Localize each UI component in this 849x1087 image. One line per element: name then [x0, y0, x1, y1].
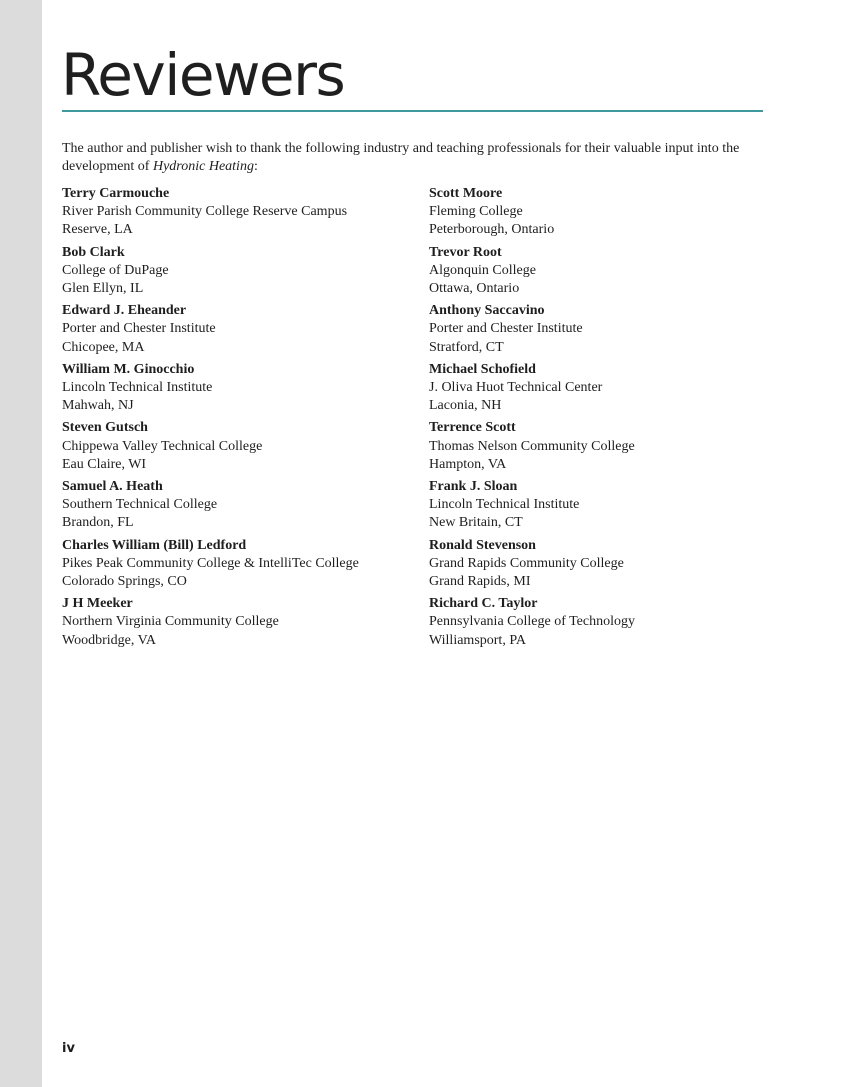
reviewer-entry: [429, 595, 769, 650]
reviewer-location: Stratford, CT: [429, 339, 504, 355]
reviewer-entry: [429, 185, 769, 240]
reviewer-entry: [62, 595, 412, 650]
reviewer-location: Brandon, FL: [62, 515, 134, 531]
reviewer-location: New Britain, CT: [429, 515, 523, 531]
reviewer-name: Steven Gutsch: [62, 420, 148, 436]
title-rule: [62, 110, 763, 112]
reviewer-institution: Pennsylvania College of Technology: [429, 614, 636, 630]
reviewers-left-column: [62, 185, 412, 654]
page-title: Reviewers: [61, 41, 345, 109]
intro-text: The author and publisher wish to thank the following industry and teaching professionals for their valuable input into the development of: [62, 141, 740, 174]
reviewer-entry: [429, 361, 769, 416]
reviewer-location: Eau Claire, WI: [62, 456, 147, 472]
reviewer-name: Trevor Root: [429, 244, 502, 260]
reviewer-entry: [62, 478, 412, 533]
reviewer-entry: [62, 419, 412, 474]
reviewer-name: Edward J. Eheander: [62, 303, 187, 319]
reviewer-location: Reserve, LA: [62, 222, 133, 238]
reviewer-entry: [62, 302, 412, 357]
reviewer-name: Ronald Stevenson: [429, 537, 536, 553]
reviewer-institution: J. Oliva Huot Technical Center: [429, 380, 603, 396]
reviewer-entry: [62, 185, 412, 240]
reviewer-location: Colorado Springs, CO: [62, 574, 187, 590]
reviewer-name: Anthony Saccavino: [429, 303, 545, 319]
intro-book-title: Hydronic Heating: [152, 159, 254, 174]
reviewer-location: Ottawa, Ontario: [429, 281, 520, 297]
reviewer-location: Laconia, NH: [429, 398, 502, 414]
reviewer-entry: [429, 244, 769, 299]
reviewer-institution: Lincoln Technical Institute: [429, 497, 580, 513]
reviewer-name: Frank J. Sloan: [429, 479, 518, 495]
reviewer-name: J H Meeker: [62, 596, 133, 612]
page-number: iv: [62, 1041, 75, 1056]
reviewer-location: Hampton, VA: [429, 456, 507, 472]
reviewer-institution: Grand Rapids Community College: [429, 555, 624, 571]
reviewer-location: Glen Ellyn, IL: [62, 281, 144, 297]
reviewer-institution: Lincoln Technical Institute: [62, 380, 213, 396]
reviewer-entry: [62, 537, 412, 592]
reviewer-institution: Fleming College: [429, 204, 523, 220]
reviewer-institution: River Parish Community College Reserve Campus: [62, 204, 348, 220]
intro-paragraph: [62, 140, 767, 176]
reviewer-entry: [62, 361, 412, 416]
reviewer-entry: [429, 419, 769, 474]
reviewer-institution: Northern Virginia Community College: [62, 614, 279, 630]
reviewer-institution: Southern Technical College: [62, 497, 218, 513]
reviewer-name: Richard C. Taylor: [429, 596, 538, 612]
reviewer-institution: Porter and Chester Institute: [429, 321, 583, 337]
reviewer-location: Mahwah, NJ: [62, 398, 134, 414]
reviewer-location: Grand Rapids, MI: [429, 574, 531, 590]
intro-text-end: :: [253, 159, 258, 174]
reviewers-right-column: [429, 185, 769, 654]
reviewer-entry: [62, 244, 412, 299]
reviewer-name: Charles William (Bill) Ledford: [62, 537, 247, 553]
reviewer-location: Chicopee, MA: [62, 339, 145, 355]
reviewer-name: Terry Carmouche: [62, 186, 170, 201]
reviewer-institution: Porter and Chester Institute: [62, 321, 216, 337]
page-side-band: [0, 0, 42, 1087]
reviewer-institution: Pikes Peak Community College & IntelliTec College: [62, 555, 359, 571]
reviewer-location: Peterborough, Ontario: [429, 222, 555, 238]
reviewer-institution: Thomas Nelson Community College: [429, 438, 635, 454]
reviewer-institution: Chippewa Valley Technical College: [62, 438, 263, 454]
reviewer-name: Samuel A. Heath: [62, 479, 163, 495]
reviewer-name: William M. Ginocchio: [62, 361, 195, 377]
reviewer-institution: Algonquin College: [429, 262, 536, 278]
reviewer-location: Woodbridge, VA: [62, 632, 157, 648]
reviewer-name: Scott Moore: [429, 186, 503, 201]
reviewer-name: Bob Clark: [62, 244, 125, 260]
reviewer-entry: [429, 478, 769, 533]
reviewer-institution: College of DuPage: [62, 262, 169, 278]
reviewer-entry: [429, 302, 769, 357]
reviewer-name: Michael Schofield: [429, 361, 536, 377]
reviewer-location: Williamsport, PA: [429, 632, 526, 648]
reviewer-entry: [429, 537, 769, 592]
reviewer-name: Terrence Scott: [429, 420, 516, 436]
